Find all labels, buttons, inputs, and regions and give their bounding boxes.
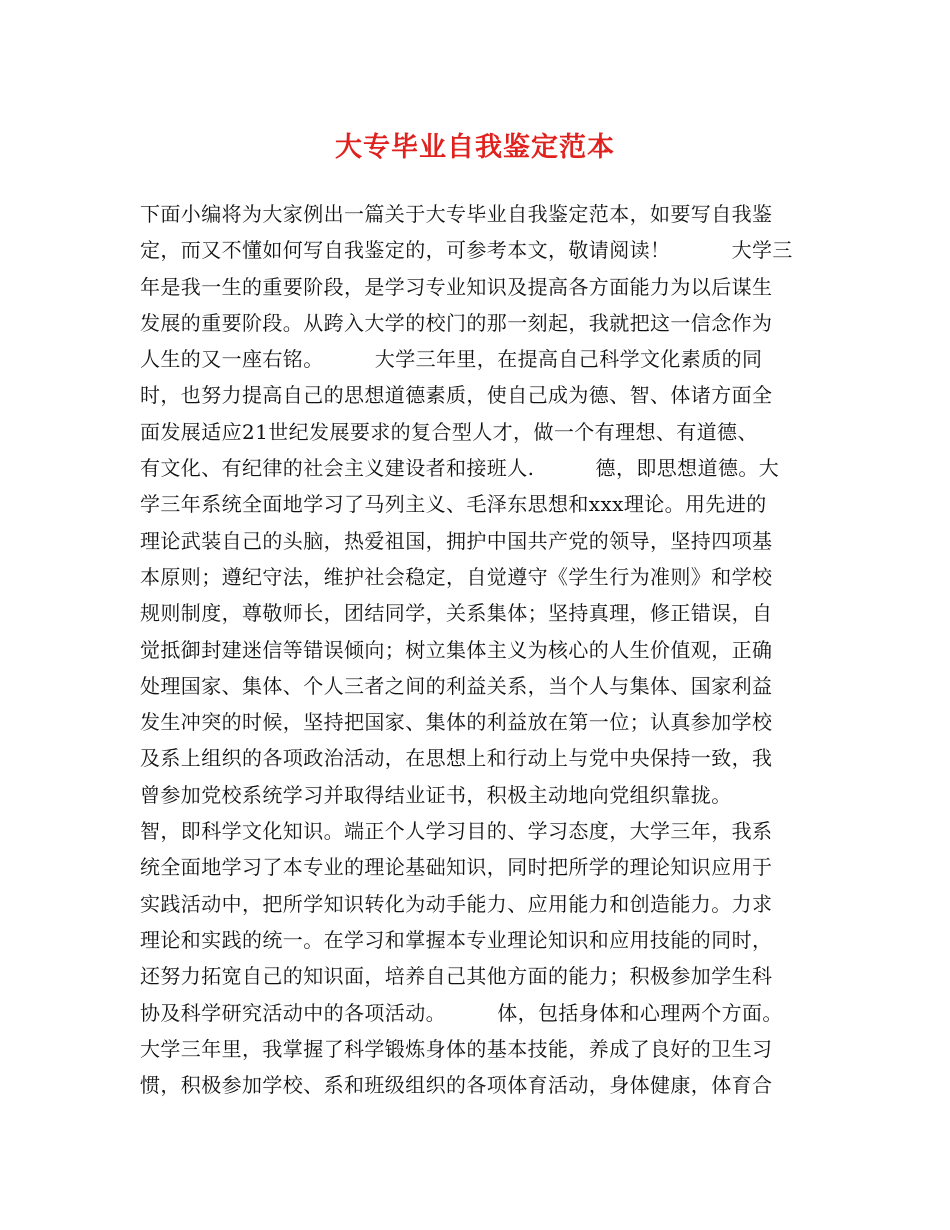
body-line: 理论武装自己的头脑，热爱祖国，拥护中国共产党的领导，坚持四项基 [140,528,773,553]
body-line: 学三年系统全面地学习了马列主义、毛泽东思想和xxx理论。用先进的 [140,492,767,517]
body-line: 大学三年里，我掌握了科学锻炼身体的基本技能，养成了良好的卫生习 [140,1036,773,1061]
body-line: 发生冲突的时候，坚持把国家、集体的利益放在第一位；认真参加学校 [140,710,773,735]
body-line: 下面小编将为大家例出一篇关于大专毕业自我鉴定范本，如要写自我鉴 [140,202,773,226]
document-title: 大专毕业自我鉴定范本 [335,132,615,163]
body-line: 实践活动中，把所学知识转化为动手能力、应用能力和创造能力。力求 [140,891,773,916]
body-line: 处理国家、集体、个人三者之间的利益关系，当个人与集体、国家利益 [140,673,773,698]
body-line: 曾参加党校系统学习并取得结业证书，积极主动地向党组织靠拢。 [140,782,763,807]
body-line: 年是我一生的重要阶段，是学习专业知识及提高各方面能力为以后谋生 [140,274,773,299]
body-line: 定，而又不懂如何写自我鉴定的，可参考本文，敬请阅读！ 大学三 [140,238,793,263]
body-line: 觉抵御封建迷信等错误倾向；树立集体主义为核心的人生价值观，正确 [140,637,773,662]
body-line: 发展的重要阶段。从跨入大学的校门的那一刻起，我就把这一信念作为 [140,310,773,335]
body-line: 时，也努力提高自己的思想道德素质，使自己成为德、智、体诸方面全 [140,383,773,408]
body-line: 人生的又一座右铭。 大学三年里，在提高自己科学文化素质的同 [140,347,763,372]
document-body [140,196,830,1103]
body-line: 智，即科学文化知识。端正个人学习目的、学习态度，大学三年，我系 [140,819,773,844]
body-line: 惯，积极参加学校、系和班级组织的各项体育活动，身体健康，体育合 [140,1073,773,1098]
body-line: 及系上组织的各项政治活动，在思想上和行动上与党中央保持一致，我 [140,746,773,771]
body-line: 规则制度，尊敬师长，团结同学，关系集体；坚持真理，修正错误，自 [140,601,773,626]
body-line: 面发展适应21世纪发展要求的复合型人才，做一个有理想、有道德、 [140,419,758,444]
body-line: 本原则；遵纪守法，维护社会稳定，自觉遵守《学生行为准则》和学校 [140,564,773,589]
body-line: 有文化、有纪律的社会主义建设者和接班人. 德，即思想道德。大 [140,456,780,481]
body-line: 理论和实践的统一。在学习和掌握本专业理论知识和应用技能的同时， [140,927,773,952]
body-line: 统全面地学习了本专业的理论基础知识，同时把所学的理论知识应用于 [140,855,773,880]
body-line: 协及科学研究活动中的各项活动。 体，包括身体和心理两个方面。 [140,1000,783,1025]
body-line: 还努力拓宽自己的知识面，培养自己其他方面的能力；积极参加学生科 [140,964,773,989]
